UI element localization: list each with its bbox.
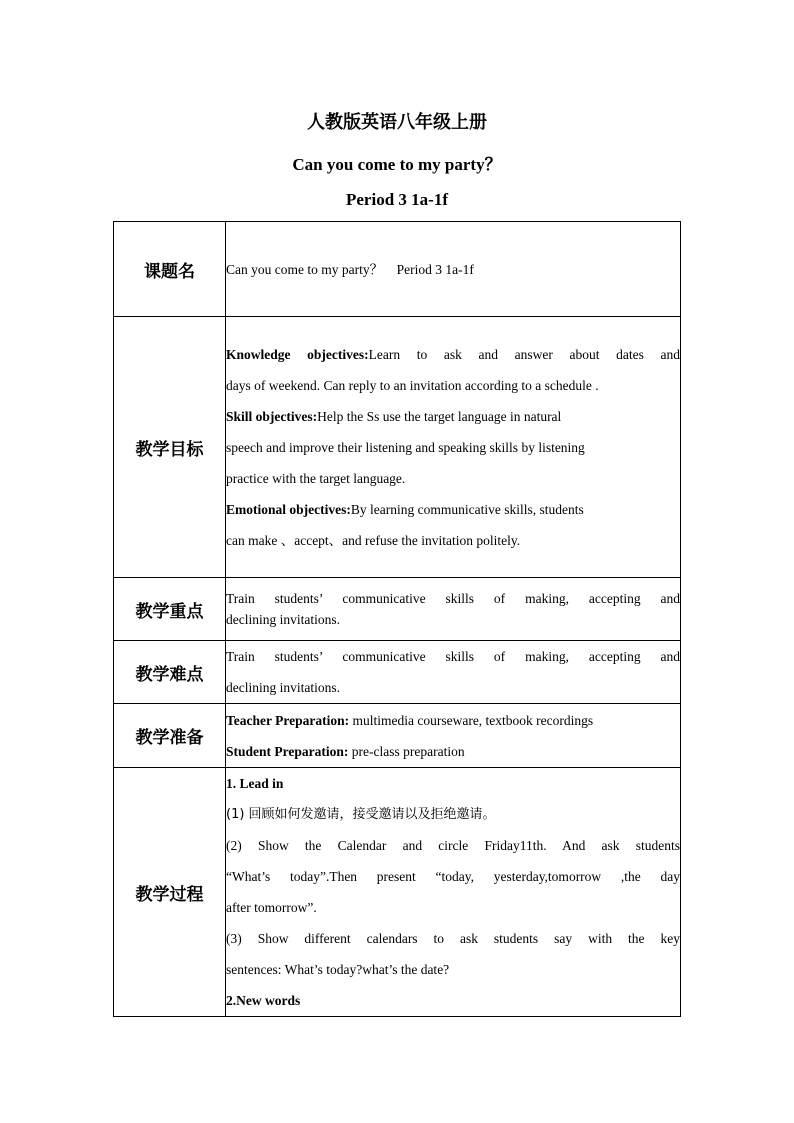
preparation-cell [226,704,681,768]
lead-in-heading-text: 1. Lead in [226,776,284,791]
objectives-cell [226,317,681,578]
teacher-preparation-line [226,705,680,736]
lesson-plan-table [113,221,681,1017]
new-words-heading [226,985,680,1016]
objectives-label: 教学目标 [114,317,226,578]
emotional-text-1: By learning communicative skills, students [350,501,584,517]
key-points-line-2: declining invitations. [226,612,340,627]
table-row [114,704,681,768]
skill-line-3: practice with the target language. [226,470,406,486]
difficulties-label: 教学难点 [114,641,226,704]
table-row [114,641,681,704]
teacher-preparation-heading: Teacher Preparation: [226,712,350,728]
knowledge-line-1 [226,339,680,370]
emotional-line-2: can make 、accept、and refuse the invitation politely. [226,532,521,548]
new-words-heading-text: 2.New words [226,993,301,1008]
process-item-2-line-3: after tomorrow”. [226,900,317,915]
process-item-2-line-2: “What’s today”.Then present “today, yesterday,tomorrow ,the day [226,869,680,884]
process-item-3-line-2: sentences: What’s today?what’s the date? [226,962,450,977]
process-item-1: (1) 回顾如何发邀请，接受邀请以及拒绝邀请。 [226,807,496,822]
key-points-label: 教学重点 [114,578,226,641]
process-cell [226,768,681,1017]
topic-cell [226,222,681,317]
process-label: 教学过程 [114,768,226,1017]
knowledge-text-1: Learn to ask and answer about dates and [368,346,681,362]
emotional-line-1 [226,494,680,525]
student-preparation-heading: Student Preparation: [226,743,349,759]
preparation-label: 教学准备 [114,704,226,768]
student-preparation-line [226,736,680,767]
skill-line-1 [226,401,680,432]
table-row [114,222,681,317]
process-item-3-line-1: (3) Show different calendars to ask students say with the key [226,931,680,946]
document-title: 人教版英语八年级上册 [307,112,487,133]
lead-in-heading [226,768,680,799]
key-points-cell [226,578,681,641]
emotional-heading: Emotional objectives: [226,501,351,517]
difficulties-line-2: declining invitations. [226,680,340,695]
table-row [114,317,681,578]
student-preparation-text: pre-class preparation [348,743,465,759]
table-row [114,578,681,641]
unit-title: Can you come to my party？ [292,155,502,174]
skill-text-1: Help the Ss use the target language in natural [317,408,562,424]
knowledge-heading: Knowledge objectives: [226,346,369,362]
skill-heading: Skill objectives: [226,408,318,424]
skill-line-2: speech and improve their listening and speaking skills by listening [226,439,585,455]
key-points-line-1: Train students’ communicative skills of making, accepting and [226,591,680,606]
teacher-preparation-text: multimedia courseware, textbook recordings [349,712,594,728]
knowledge-line-2: days of weekend. Can reply to an invitation according to a schedule . [226,377,599,393]
table-row [114,768,681,1017]
period-title: Period 3 1a-1f [346,190,448,209]
topic-text: Can you come to my party？ Period 3 1a-1f [226,261,474,277]
difficulties-line-1: Train students’ communicative skills of making, accepting and [226,649,680,664]
difficulties-cell [226,641,681,704]
process-item-2-line-1: (2) Show the Calendar and circle Friday11th. And ask students [226,838,680,853]
topic-label: 课题名 [114,222,226,317]
